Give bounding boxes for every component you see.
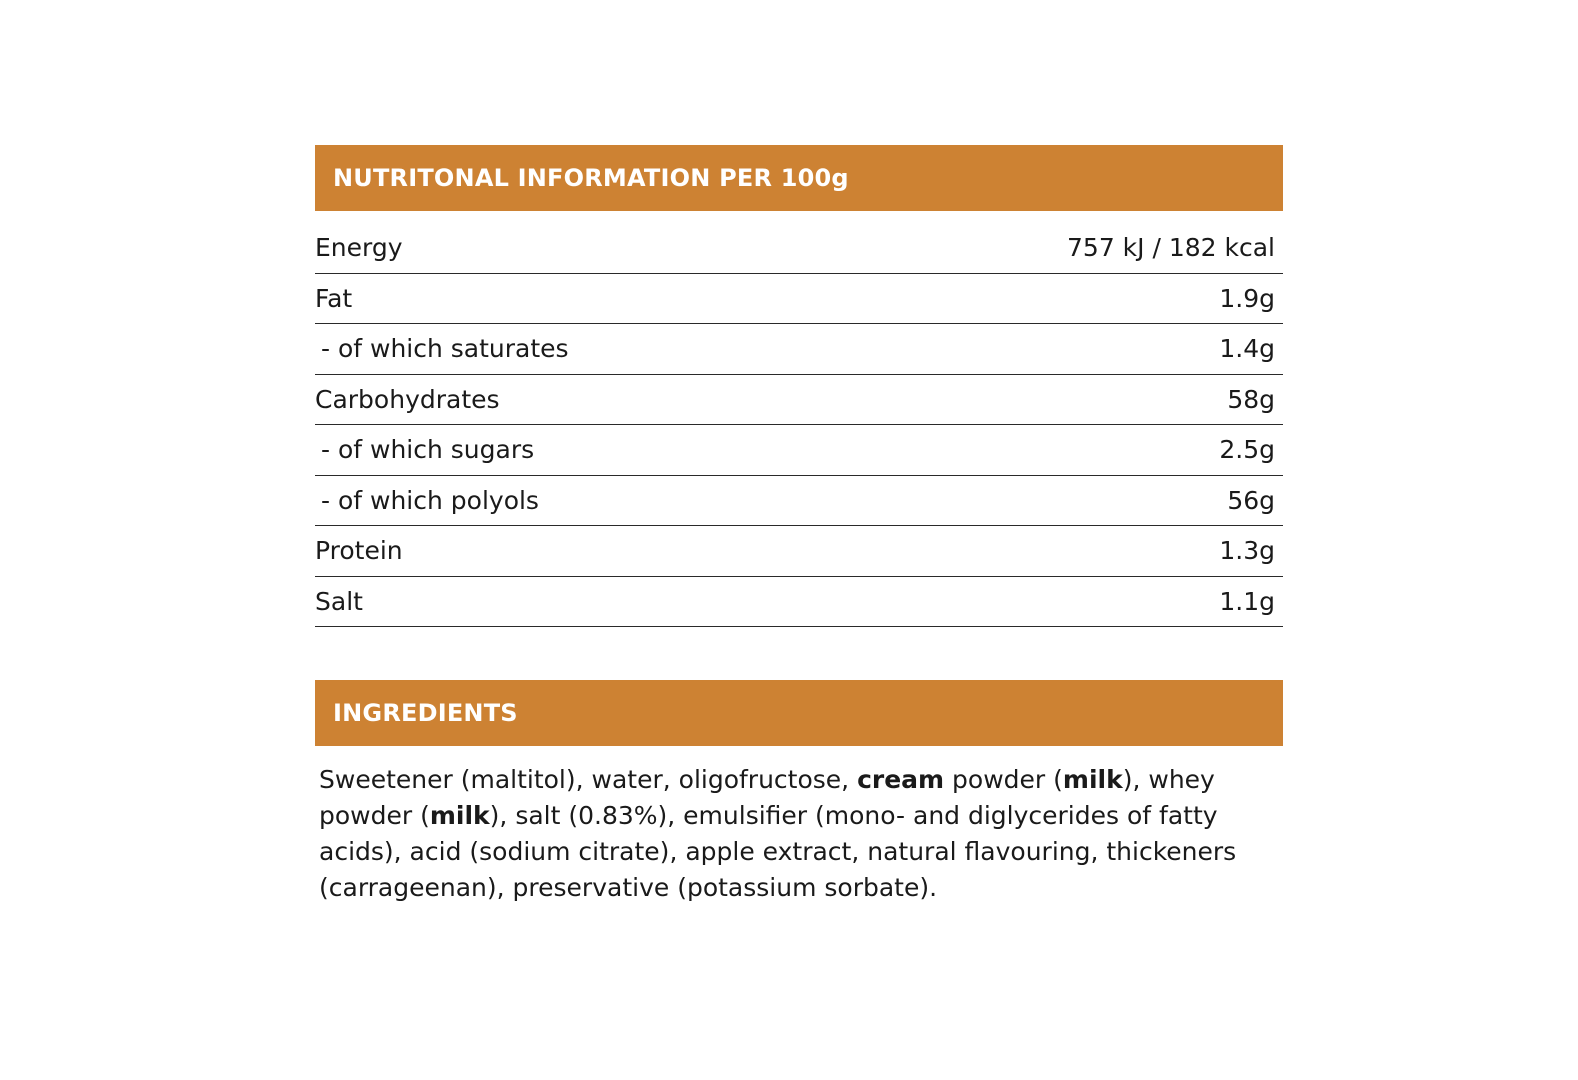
- nutrient-value: 757 kJ / 182 kcal: [1067, 233, 1275, 263]
- allergen-highlight: cream: [857, 765, 945, 794]
- nutrition-panel: [315, 145, 1283, 627]
- nutrient-value: 1.9g: [1219, 283, 1275, 313]
- nutrient-label: Salt: [315, 586, 363, 616]
- nutrient-label: - of which saturates: [321, 334, 569, 364]
- nutrient-value: 1.4g: [1219, 334, 1275, 364]
- nutrient-value: 1.1g: [1219, 586, 1275, 616]
- nutrition-header: NUTRITONAL INFORMATION PER 100g: [315, 145, 1283, 211]
- nutrition-row-salt: [315, 577, 1283, 628]
- ingredients-segment: Sweetener (maltitol), water, oligofructose,: [319, 765, 858, 794]
- allergen-highlight: milk: [1062, 765, 1123, 794]
- nutrition-row-saturates: [315, 324, 1283, 375]
- ingredients-panel: [315, 680, 1283, 906]
- nutrient-label: Energy: [315, 233, 403, 263]
- ingredients-list: [315, 762, 1283, 906]
- nutrient-value: 2.5g: [1219, 435, 1275, 465]
- nutrient-label: - of which sugars: [321, 435, 535, 465]
- nutrition-row-carbohydrates: [315, 375, 1283, 426]
- ingredients-segment: ), whey powder (: [319, 765, 1215, 830]
- nutrition-row-protein: [315, 526, 1283, 577]
- ingredients-segment: ), salt (0.83%), emulsifier (mono- and diglycerides of fatty acids), acid (sodium citrate), apple extract, natural flavouring, thickeners (carrageenan), preservative (potassium sorbate).: [319, 801, 1237, 902]
- ingredients-header: INGREDIENTS: [315, 680, 1283, 746]
- nutrition-row-fat: [315, 274, 1283, 325]
- nutrition-row-sugars: [315, 425, 1283, 476]
- nutrient-label: Protein: [315, 536, 403, 566]
- nutrient-value: 56g: [1227, 485, 1275, 515]
- nutrient-label: - of which polyols: [321, 485, 539, 515]
- ingredients-segment: powder (: [944, 765, 1063, 794]
- nutrition-row-energy: [315, 223, 1283, 274]
- nutrient-label: Carbohydrates: [315, 384, 500, 414]
- nutrient-value: 1.3g: [1219, 536, 1275, 566]
- nutrient-label: Fat: [315, 283, 353, 313]
- allergen-highlight: milk: [429, 801, 490, 830]
- nutrient-value: 58g: [1227, 384, 1275, 414]
- nutrition-table: [315, 223, 1283, 627]
- nutrition-row-polyols: [315, 476, 1283, 527]
